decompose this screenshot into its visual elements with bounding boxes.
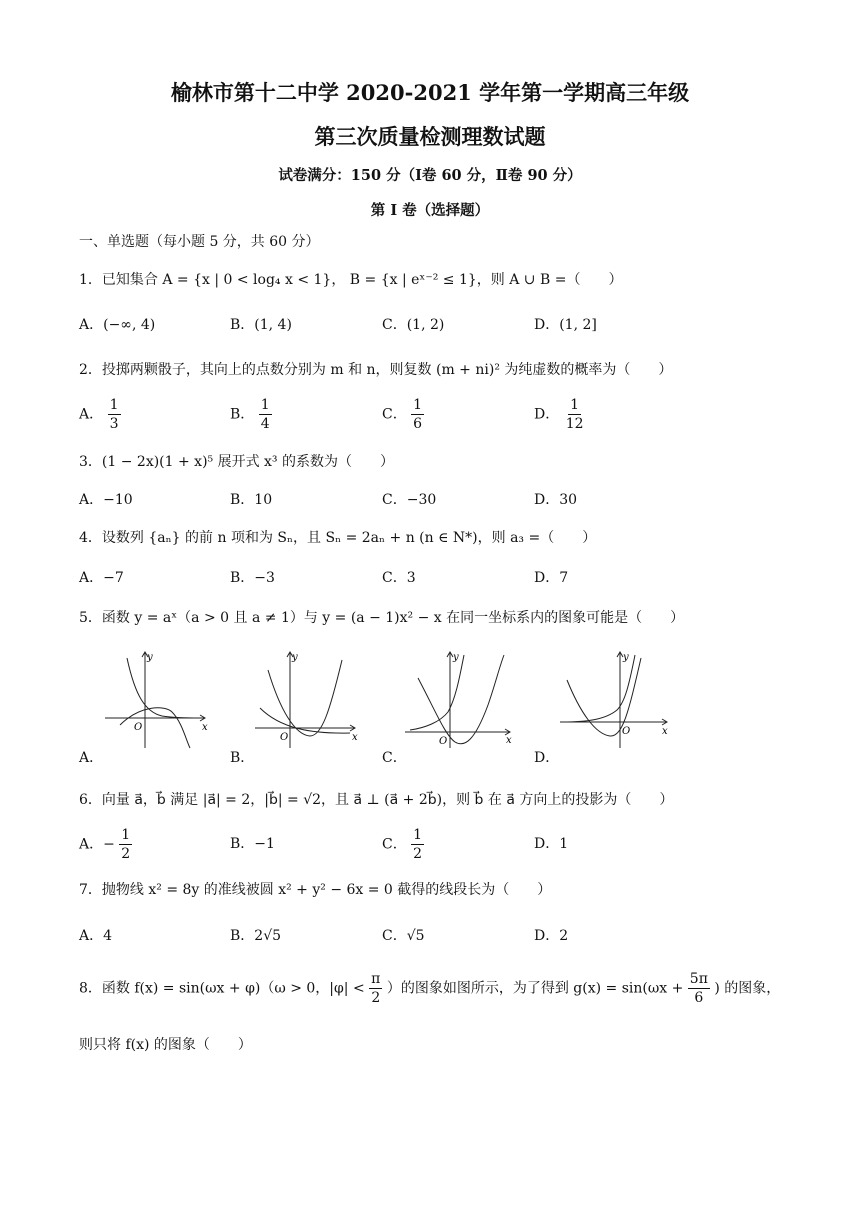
parabola-curve [268,660,342,736]
q1-option-c: C．(1, 2) [382,317,445,333]
q8-stem-part3: ) 的图象， [714,980,781,997]
exponential-curve [127,658,200,718]
q1-option-b: B．(1, 4) [230,317,292,333]
x-axis-label: x [662,726,668,737]
y-axis-label: y [292,652,298,663]
numerator: 1 [121,827,131,843]
exponential-curve [260,708,350,733]
question-8-stem-line2: 则只将 f(x) 的图象（ ） [79,1037,252,1053]
q2-option-a [79,396,121,433]
q5-option-d: D． [534,750,560,766]
q6-option-a-label: A．− [79,836,115,853]
origin-label: O [622,726,631,737]
exam-title-line2: 第三次质量检测理数试题 [314,124,546,149]
q8-stem-fraction-1 [369,970,382,1007]
q3-option-a: A．−10 [79,492,133,508]
q5-graph-a [100,650,260,750]
q3-option-c: C．−30 [382,492,437,508]
q6-option-b: B．−1 [230,836,275,852]
numerator: 1 [413,827,423,843]
exponential-curve [563,655,635,722]
q1-option-a: A．(−∞, 4) [79,317,156,333]
q5-graph-d [555,650,715,750]
question-6-stem: 6．向量 a⃗，b⃗ 满足 |a⃗| = 2，|b⃗| = √2，且 a⃗ ⊥ (a⃗ + 2b⃗)，则 b⃗ 在 a⃗ 方向上的投影为（ ） [79,792,674,808]
q4-option-d: D．7 [534,570,569,586]
q5-option-b: B． [230,750,255,766]
q6-option-c-label: C． [382,836,407,853]
q8-stem-fraction-2 [688,970,710,1007]
denominator: 6 [694,990,704,1006]
q6-option-c [382,826,424,863]
q2-option-c-label: C． [382,406,407,423]
q3-option-d: D．30 [534,492,578,508]
q2-option-d-label: D． [534,406,560,423]
question-7-stem: 7．抛物线 x² = 8y 的准线被圆 x² + y² − 6x = 0 截得的线段长为（ ） [79,882,552,898]
y-axis-label: y [147,652,153,663]
q2-option-c [382,396,424,433]
denominator: 12 [565,416,584,432]
q2-option-a-fraction [108,396,121,433]
question-3-stem: 3．(1 − 2x)(1 + x)⁵ 展开式 x³ 的系数为（ ） [79,454,394,470]
origin-label: O [439,736,448,747]
part-title: 第 I 卷（选择题） [370,202,490,219]
q7-option-c: C．√5 [382,928,425,944]
x-axis-label: x [202,722,208,733]
q6-option-a [79,826,132,863]
exponential-curve [410,655,464,730]
numerator: 1 [260,397,270,413]
denominator: 2 [121,846,131,862]
section-heading: 一、单选题（每小题 5 分，共 60 分） [79,234,320,250]
q5-graph-b [250,650,410,750]
origin-label: O [280,732,289,743]
origin-label: O [134,722,143,733]
y-axis-label: y [623,652,629,663]
q2-option-b-label: B． [230,406,255,423]
numerator: 5π [689,971,708,987]
denominator: 2 [413,846,423,862]
q1-option-d: D．(1, 2] [534,317,597,333]
q6-option-a-fraction [119,826,132,863]
q2-option-b [230,396,272,433]
score-info: 试卷满分：150 分（Ⅰ卷 60 分，Ⅱ卷 90 分） [278,167,582,184]
q2-option-d-fraction [564,396,586,433]
question-5-stem: 5．函数 y = aˣ（a > 0 且 a ≠ 1）与 y = (a − 1)x² − x 在同一坐标系内的图象可能是（ ） [79,610,685,626]
numerator: 1 [109,397,119,413]
question-4-stem: 4．设数列 {aₙ} 的前 n 项和为 Sₙ，且 Sₙ = 2aₙ + n (n ∈ N*)，则 a₃ =（ ） [79,530,597,546]
y-axis-label: y [453,652,459,663]
exam-title-line1: 榆林市第十二中学 2020-2021 学年第一学期高三年级 [170,80,690,105]
q7-option-d: D．2 [534,928,569,944]
q6-option-c-fraction [411,826,424,863]
denominator: 2 [371,990,381,1006]
numerator: π [371,971,381,987]
q6-option-d: D．1 [534,836,569,852]
question-1-stem: 1．已知集合 A = {x | 0 < log₄ x < 1}， B = {x | eˣ⁻² ≤ 1}，则 A ∪ B =（ ） [79,272,623,288]
q4-option-a: A．−7 [79,570,124,586]
q8-stem-part2: ）的图象如图所示，为了得到 g(x) = sin(ωx + [386,980,684,997]
question-2-stem: 2．投掷两颗骰子，其向上的点数分别为 m 和 n，则复数 (m + ni)² 为纯虚数的概率为（ ） [79,362,673,378]
q3-option-b: B．10 [230,492,273,508]
q5-graph-c [400,650,560,750]
denominator: 6 [413,416,423,432]
q5-option-a: A． [79,750,104,766]
parabola-curve [567,658,641,736]
q7-option-a: A．4 [79,928,113,944]
numerator: 1 [570,397,580,413]
q4-option-c: C．3 [382,570,416,586]
q2-option-d [534,396,586,433]
denominator: 4 [260,416,270,432]
q4-option-b: B．−3 [230,570,275,586]
q5-option-c: C． [382,750,407,766]
q2-option-c-fraction [411,396,424,433]
q8-stem-part1: 8．函数 f(x) = sin(ωx + φ)（ω > 0，|φ| < [79,980,365,997]
q2-option-a-label: A． [79,406,104,423]
q2-option-b-fraction [259,396,272,433]
x-axis-label: x [506,735,512,746]
q7-option-b: B．2√5 [230,928,282,944]
numerator: 1 [413,397,423,413]
question-8-stem [79,970,780,1007]
denominator: 3 [109,416,119,432]
x-axis-label: x [352,732,358,743]
